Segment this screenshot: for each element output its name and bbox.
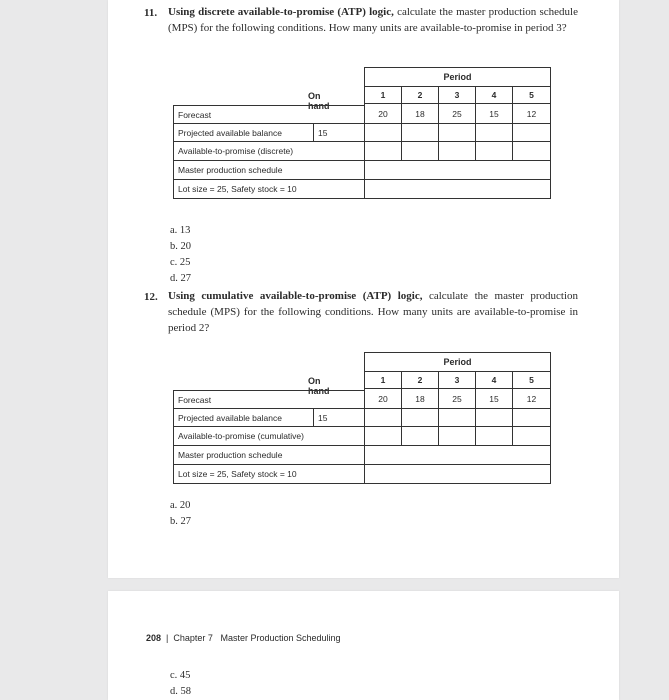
on-hand-label: On hand xyxy=(308,91,330,111)
q12-option-a: a. 20 xyxy=(170,500,191,511)
lot-size-row xyxy=(364,464,551,484)
forecast-1: 20 xyxy=(364,388,402,409)
atp-label: Available-to-promise (cumulative) xyxy=(173,426,365,446)
on-hand-label: On hand xyxy=(308,376,330,396)
q11-option-b: b. 20 xyxy=(170,241,191,252)
q12-option-b: b. 27 xyxy=(170,516,191,527)
q11-option-d: d. 27 xyxy=(170,273,191,284)
period-4: 4 xyxy=(475,86,513,104)
mps-label: Master production schedule xyxy=(173,445,365,465)
forecast-4: 15 xyxy=(475,388,513,409)
forecast-label: Forecast xyxy=(173,105,365,124)
page-footer xyxy=(146,633,341,643)
question-11-body: calculate the master production schedule (MPS) for the following conditions. How many units are available-to-promise in period 3? xyxy=(168,6,578,34)
pab-label: Projected available balance xyxy=(173,408,314,427)
question-11-lead: Using discrete available-to-promise (ATP) logic, xyxy=(168,6,394,18)
period-4: 4 xyxy=(475,371,513,389)
lot-size-label: Lot size = 25, Safety stock = 10 xyxy=(173,464,365,484)
pab-5 xyxy=(512,408,551,427)
forecast-2: 18 xyxy=(401,103,439,124)
mps-row xyxy=(364,160,551,180)
forecast-1: 20 xyxy=(364,103,402,124)
page-number: 208 xyxy=(146,633,162,643)
pab-5 xyxy=(512,123,551,142)
pab-4 xyxy=(475,408,513,427)
atp-2 xyxy=(401,426,439,446)
question-11-number: 11. xyxy=(144,7,158,19)
forecast-4: 15 xyxy=(475,103,513,124)
lot-size-label: Lot size = 25, Safety stock = 10 xyxy=(173,179,365,199)
pab-4 xyxy=(475,123,513,142)
forecast-3: 25 xyxy=(438,388,476,409)
pab-3 xyxy=(438,408,476,427)
period-5: 5 xyxy=(512,371,551,389)
pab-2 xyxy=(401,408,439,427)
forecast-2: 18 xyxy=(401,388,439,409)
question-12-lead: Using cumulative available-to-promise (ATP) logic, xyxy=(168,290,423,302)
pab-3 xyxy=(438,123,476,142)
period-1: 1 xyxy=(364,371,402,389)
q12-option-d: d. 58 xyxy=(170,686,191,697)
question-12-text xyxy=(168,288,578,336)
atp-4 xyxy=(475,426,513,446)
mps-row xyxy=(364,445,551,465)
period-2: 2 xyxy=(401,371,439,389)
question-12-body: calculate the master production schedule (MPS) for the following conditions. How many units are available-to-promise in period 2? xyxy=(168,290,579,334)
period-5: 5 xyxy=(512,86,551,104)
atp-2 xyxy=(401,141,439,161)
period-1: 1 xyxy=(364,86,402,104)
pab-1 xyxy=(364,123,402,142)
forecast-5: 12 xyxy=(512,103,551,124)
atp-1 xyxy=(364,141,402,161)
period-header: Period xyxy=(364,352,551,372)
lot-size-row xyxy=(364,179,551,199)
period-3: 3 xyxy=(438,86,476,104)
period-3: 3 xyxy=(438,371,476,389)
period-header: Period xyxy=(364,67,551,87)
footer-separator: | xyxy=(166,633,169,643)
on-hand-value: 15 xyxy=(313,408,365,427)
q12-option-c: c. 45 xyxy=(170,670,191,681)
atp-4 xyxy=(475,141,513,161)
question-12-number: 12. xyxy=(144,291,158,303)
forecast-label: Forecast xyxy=(173,390,365,409)
atp-3 xyxy=(438,141,476,161)
forecast-5: 12 xyxy=(512,388,551,409)
chapter-title: Master Production Scheduling xyxy=(220,633,341,643)
mps-label: Master production schedule xyxy=(173,160,365,180)
page-one xyxy=(108,0,619,578)
atp-3 xyxy=(438,426,476,446)
forecast-3: 25 xyxy=(438,103,476,124)
atp-5 xyxy=(512,141,551,161)
page-two xyxy=(108,591,619,700)
atp-5 xyxy=(512,426,551,446)
atp-label: Available-to-promise (discrete) xyxy=(173,141,365,161)
question-11-text xyxy=(168,4,578,36)
on-hand-value: 15 xyxy=(313,123,365,142)
q11-option-c: c. 25 xyxy=(170,257,191,268)
chapter-label: Chapter 7 xyxy=(173,633,213,643)
pab-label: Projected available balance xyxy=(173,123,314,142)
period-2: 2 xyxy=(401,86,439,104)
pab-1 xyxy=(364,408,402,427)
atp-1 xyxy=(364,426,402,446)
pab-2 xyxy=(401,123,439,142)
q11-option-a: a. 13 xyxy=(170,225,191,236)
